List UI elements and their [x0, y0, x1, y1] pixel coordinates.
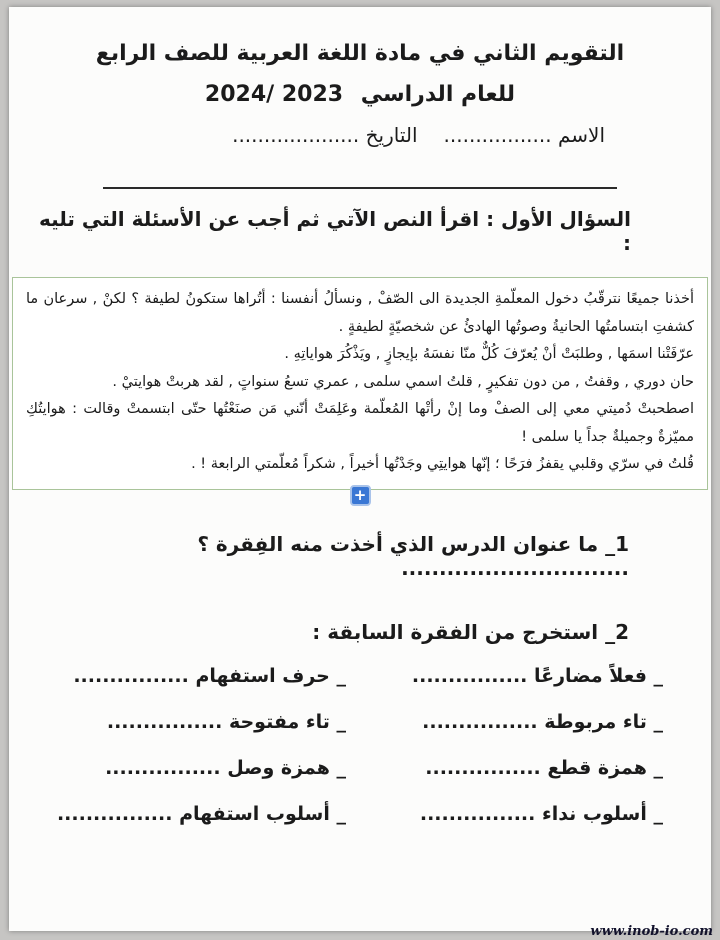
- extraction-item-question-letter: _ حرف استفهام ................: [73, 664, 346, 687]
- question-1-blank: ..............................: [401, 555, 629, 580]
- passage-line: قُلتُ في سرّي وقلبي يقفزُ فرَحًا ؛ إنّها هوايتِي وجَدْتُها أخيراً , شكراً مُعلّمتي الرابعة ! .: [191, 456, 694, 472]
- name-date-row: [9, 123, 711, 147]
- passage-line: أخذنا جميعًا نترقّبُ دخول المعلّمةِ الجديدة الى الصّفْ , ونسألُ أنفسنا : أتُراها ستكونُ لطيفة ؟ لكنْ , سرعان ما كشفتِ ابتسامتُها الحانيةُ وصوتُها الهادئُ عن شخصيّةٍ لطيفةٍ .: [26, 291, 694, 335]
- passage-line: حان دوري , وقفتُ , من دون تفكيرٍ , قلتُ اسمي سلمى , عمري تسعُ سنواتٍ , لقد هربتْ هوايتيْ .: [112, 373, 694, 390]
- question-1: [25, 532, 629, 580]
- academic-year-value: 2024/ 2023: [204, 82, 344, 107]
- question-2-grid: [9, 662, 663, 829]
- academic-year-label: للعام الدراسي: [360, 82, 516, 107]
- extraction-item-taa-maftuha: _ تاء مفتوحة ................: [106, 710, 346, 733]
- name-label: الاسم: [557, 123, 605, 147]
- passage-line: اصطحبتْ دُميتي معي إلى الصفْ وما إنْ رأتْها المُعلّمة وعَلِمَتْ أنّني مَن صنَعْتُها حتّى ابتسمتْ وقالت : هوايتُكِ مميّزةٌ وجميلةٌ جداً يا سلمى !: [26, 401, 694, 445]
- extraction-item-taa-marbuta: _ تاء مربوطة ................: [422, 710, 663, 733]
- extraction-item-hamzat-qat: _ همزة قطع ................: [425, 756, 663, 779]
- passage-line: عرّفَتْنا اسمَها , وطلبَتْ أنْ يُعرّفَ كُلٌّ منّا نفسَهُ بإيجازٍ , ويَذْكُرَ هواياتِهِ .: [284, 346, 694, 362]
- plus-icon: +: [353, 485, 367, 504]
- date-field: [232, 123, 417, 147]
- question-1-text: 1_ ما عنوان الدرس الذي أخذت منه الفِقرة ؟: [197, 531, 629, 556]
- name-blank: .................: [443, 123, 552, 147]
- extraction-item-interrogative-style: _ أسلوب استفهام ................: [56, 802, 346, 825]
- question-2-heading: 2_ استخرج من الفقرة السابقة :: [312, 619, 629, 644]
- watermark: www.inob-io.com: [590, 924, 713, 939]
- reading-passage-box: [12, 277, 708, 490]
- academic-year-line: [9, 82, 711, 107]
- extraction-item-present-verb: _ فعلاً مضارعًا ................: [411, 664, 663, 687]
- plus-button[interactable]: [350, 485, 371, 506]
- name-field: [444, 123, 605, 147]
- date-label: التاريخ: [365, 123, 418, 147]
- section1-instruction: السؤال الأول : اقرأ النص الآتي ثم أجب عن الأسئلة التي تليه :: [38, 207, 631, 255]
- date-blank: ....................: [232, 123, 360, 147]
- exam-title: التقويم الثاني في مادة اللغة العربية للصف الرابع: [95, 41, 625, 66]
- extraction-item-hamzat-wasl: _ همزة وصل ................: [105, 756, 346, 779]
- worksheet-page: [9, 7, 711, 931]
- extraction-item-vocative-style: _ أسلوب نداء ................: [419, 802, 663, 825]
- divider-line: [103, 187, 617, 189]
